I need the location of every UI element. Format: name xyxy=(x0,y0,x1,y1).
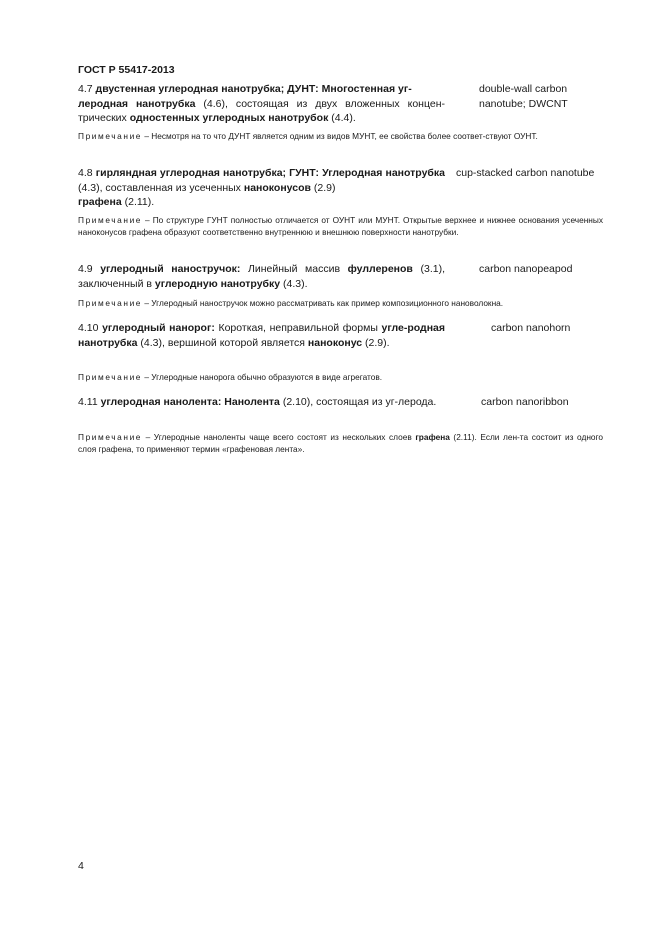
term-definition xyxy=(78,166,445,210)
term-definition xyxy=(78,395,445,410)
term-definition xyxy=(78,82,445,126)
term-text: углеродный наностручок: Линейный массив фуллеренов (3.1), заключенный в углеродную нанотрубку (4.3). xyxy=(78,263,445,290)
page-number: 4 xyxy=(78,860,84,872)
term-text: двустенная углеродная нанотрубка; ДУНТ: Многостенная уг- леродная нанотрубка (4.6), состоящая из двух вложенных концен-трических одностенных углеродных нанотрубок (4.4). xyxy=(78,83,445,124)
note-4-11: Примечание – Углеродные наноленты чаще всего состоят из нескольких слоев графена (2.11). Если лен-та состоит из одного слоя графена, то применяют термин «графеновая лента». xyxy=(78,432,603,454)
term-number: 4.7 xyxy=(78,83,93,95)
term-number: 4.10 xyxy=(78,322,99,334)
term-entry-4-8 xyxy=(78,166,595,210)
term-text: углеродная нанолента: Нанолента (2.10), состоящая из уг-лерода. xyxy=(100,396,437,408)
note-4-9: Примечание – Углеродный наностручок можно рассматривать как пример композиционного нановолокна. xyxy=(78,298,504,308)
english-equivalent: carbon nanohorn xyxy=(491,322,571,334)
term-number: 4.8 xyxy=(78,167,93,179)
english-equivalent: cup-stacked carbon nanotube xyxy=(456,167,595,179)
english-equivalent: double-wall carbon nanotube; DWCNT xyxy=(479,83,568,110)
term-entry-4-9 xyxy=(78,262,573,291)
term-text: гирляндная углеродная нанотрубка; ГУНТ: Углеродная нанотрубка (4.3), составленная из усеченных наноконусов (2.9) графена (2.11). xyxy=(78,167,446,208)
term-number: 4.11 xyxy=(78,396,98,408)
term-entry-4-7 xyxy=(78,82,568,126)
note-4-8: Примечание – По структуре ГУНТ полностью отличается от ОУНТ или МУНТ. Открытые верхнее и нижнее основания усеченных наноконусов графена образуют соответственно внутреннюю и внешнюю поверхности нанотрубки. xyxy=(78,215,603,237)
note-4-7: Примечание – Несмотря на то что ДУНТ является одним из видов МУНТ, ее свойства более соответ-ствуют ОУНТ. xyxy=(78,131,538,141)
term-entry-4-11 xyxy=(78,395,569,410)
document-header: ГОСТ Р 55417-2013 xyxy=(78,64,175,76)
term-number: 4.9 xyxy=(78,263,93,275)
note-label: Примечание xyxy=(78,432,143,442)
term-text: углеродный нанорог: Короткая, неправильной формы угле-родная нанотрубка (4.3), вершиной которой является наноконус (2.9). xyxy=(78,322,446,349)
term-definition xyxy=(78,262,445,291)
english-equivalent: carbon nanopeapod xyxy=(479,263,573,275)
term-entry-4-10 xyxy=(78,321,571,350)
note-label: Примечание xyxy=(78,131,143,141)
note-label: Примечание xyxy=(78,372,143,382)
note-label: Примечание xyxy=(78,215,143,225)
term-definition xyxy=(78,321,445,350)
note-4-10: Примечание – Углеродные нанорога обычно образуются в виде агрегатов. xyxy=(78,372,383,382)
note-label: Примечание xyxy=(78,298,143,308)
english-equivalent: carbon nanoribbon xyxy=(481,396,569,408)
